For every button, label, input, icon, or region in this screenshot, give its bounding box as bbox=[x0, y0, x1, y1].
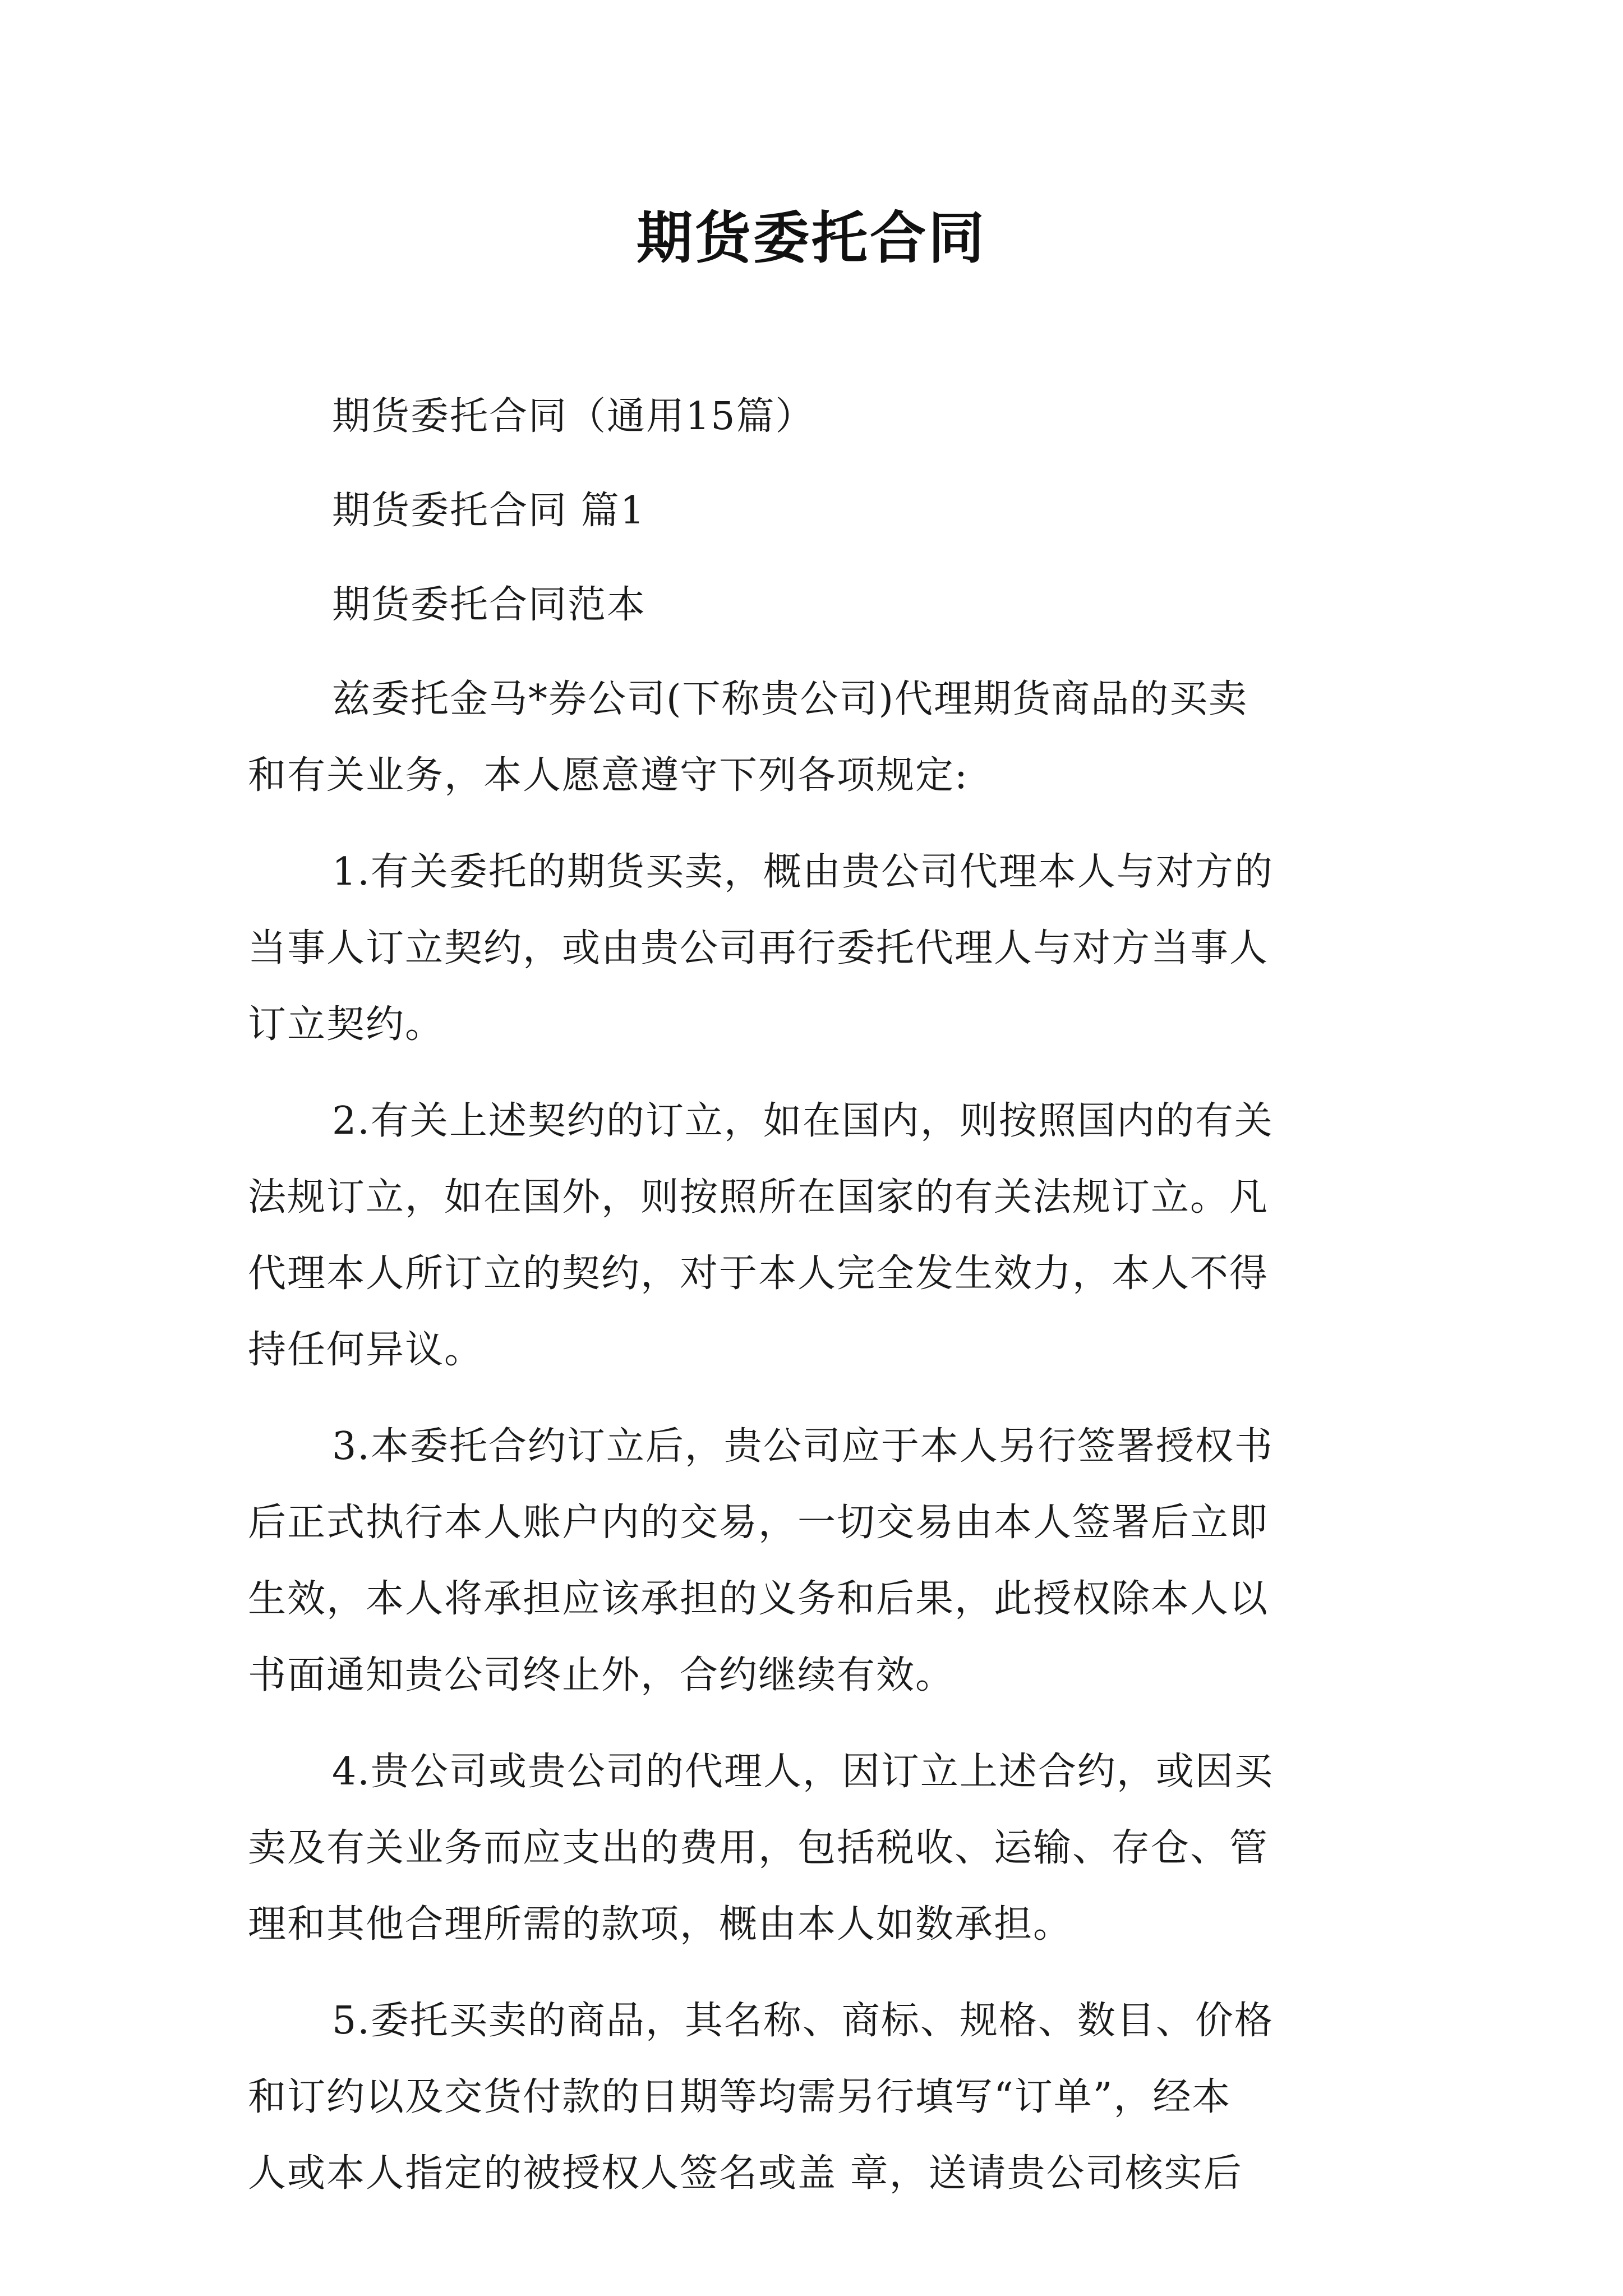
paragraph-line: 人或本人指定的被授权人签名或盖 章，送请贵公司核实后 bbox=[248, 2151, 1243, 2196]
paragraph-line: 当事人订立契约，或由贵公司再行委托代理人与对方当事人 bbox=[248, 926, 1269, 970]
paragraph-line: 理和其他合理所需的款项，概由本人如数承担。 bbox=[248, 1902, 1073, 1947]
paragraph-line: 卖及有关业务而应支出的费用，包括税收、运输、存仓、管 bbox=[248, 1826, 1269, 1870]
paragraph-line: 和有关业务，本人愿意遵守下列各项规定: bbox=[248, 753, 969, 798]
paragraph-line: 后正式执行本人账户内的交易，一切交易由本人签署后立即 bbox=[248, 1501, 1269, 1545]
subtitle-block bbox=[248, 379, 1381, 455]
paragraph-line: 1.有关委托的期货买卖，概由贵公司代理本人与对方的 bbox=[332, 850, 1274, 894]
document-subtitle: 期货委托合同（通用15篇） bbox=[332, 394, 815, 439]
paragraph-line: 5.委托买卖的商品，其名称、商标、规格、数目、价格 bbox=[332, 1999, 1274, 2043]
paragraph-line: 订立契约。 bbox=[248, 1002, 445, 1047]
paragraph-line: 代理本人所订立的契约，对于本人完全发生效力，本人不得 bbox=[248, 1251, 1269, 1296]
paragraph-line: 法规订立，如在国外，则按照所在国家的有关法规订立。凡 bbox=[248, 1175, 1269, 1220]
paragraph-line: 2.有关上述契约的订立，如在国内，则按照国内的有关 bbox=[332, 1099, 1274, 1143]
document-title: 期货委托合同 bbox=[637, 205, 986, 271]
paragraph-clause-1 bbox=[248, 834, 1381, 1063]
paragraph-line: 生效，本人将承担应该承担的义务和后果，此授权除本人以 bbox=[248, 1577, 1269, 1621]
document-body bbox=[248, 379, 1381, 2232]
paragraph-line: 书面通知贵公司终止外，合约继续有效。 bbox=[248, 1653, 955, 1697]
paragraph-clause-3 bbox=[248, 1409, 1381, 1714]
paragraph-line: 兹委托金马*券公司(下称贵公司)代理期货商品的买卖 bbox=[332, 677, 1248, 721]
sample-heading-block bbox=[248, 567, 1381, 643]
paragraph-clause-5 bbox=[248, 1983, 1381, 2212]
section-heading: 期货委托合同 篇1 bbox=[332, 489, 645, 533]
paragraph-clause-2 bbox=[248, 1083, 1381, 1388]
paragraph-line: 和订约以及交货付款的日期等均需另行填写“订单”，经本 bbox=[248, 2075, 1232, 2119]
paragraph-line: 3.本委托合约订立后，贵公司应于本人另行签署授权书 bbox=[332, 1424, 1274, 1469]
sample-heading: 期货委托合同范本 bbox=[332, 583, 647, 627]
paragraph-intro bbox=[248, 661, 1381, 814]
paragraph-clause-4 bbox=[248, 1734, 1381, 1963]
section-heading-block bbox=[248, 473, 1381, 549]
paragraph-line: 4.贵公司或贵公司的代理人，因订立上述合约，或因买 bbox=[332, 1750, 1274, 1794]
paragraph-line: 持任何异议。 bbox=[248, 1328, 484, 1372]
